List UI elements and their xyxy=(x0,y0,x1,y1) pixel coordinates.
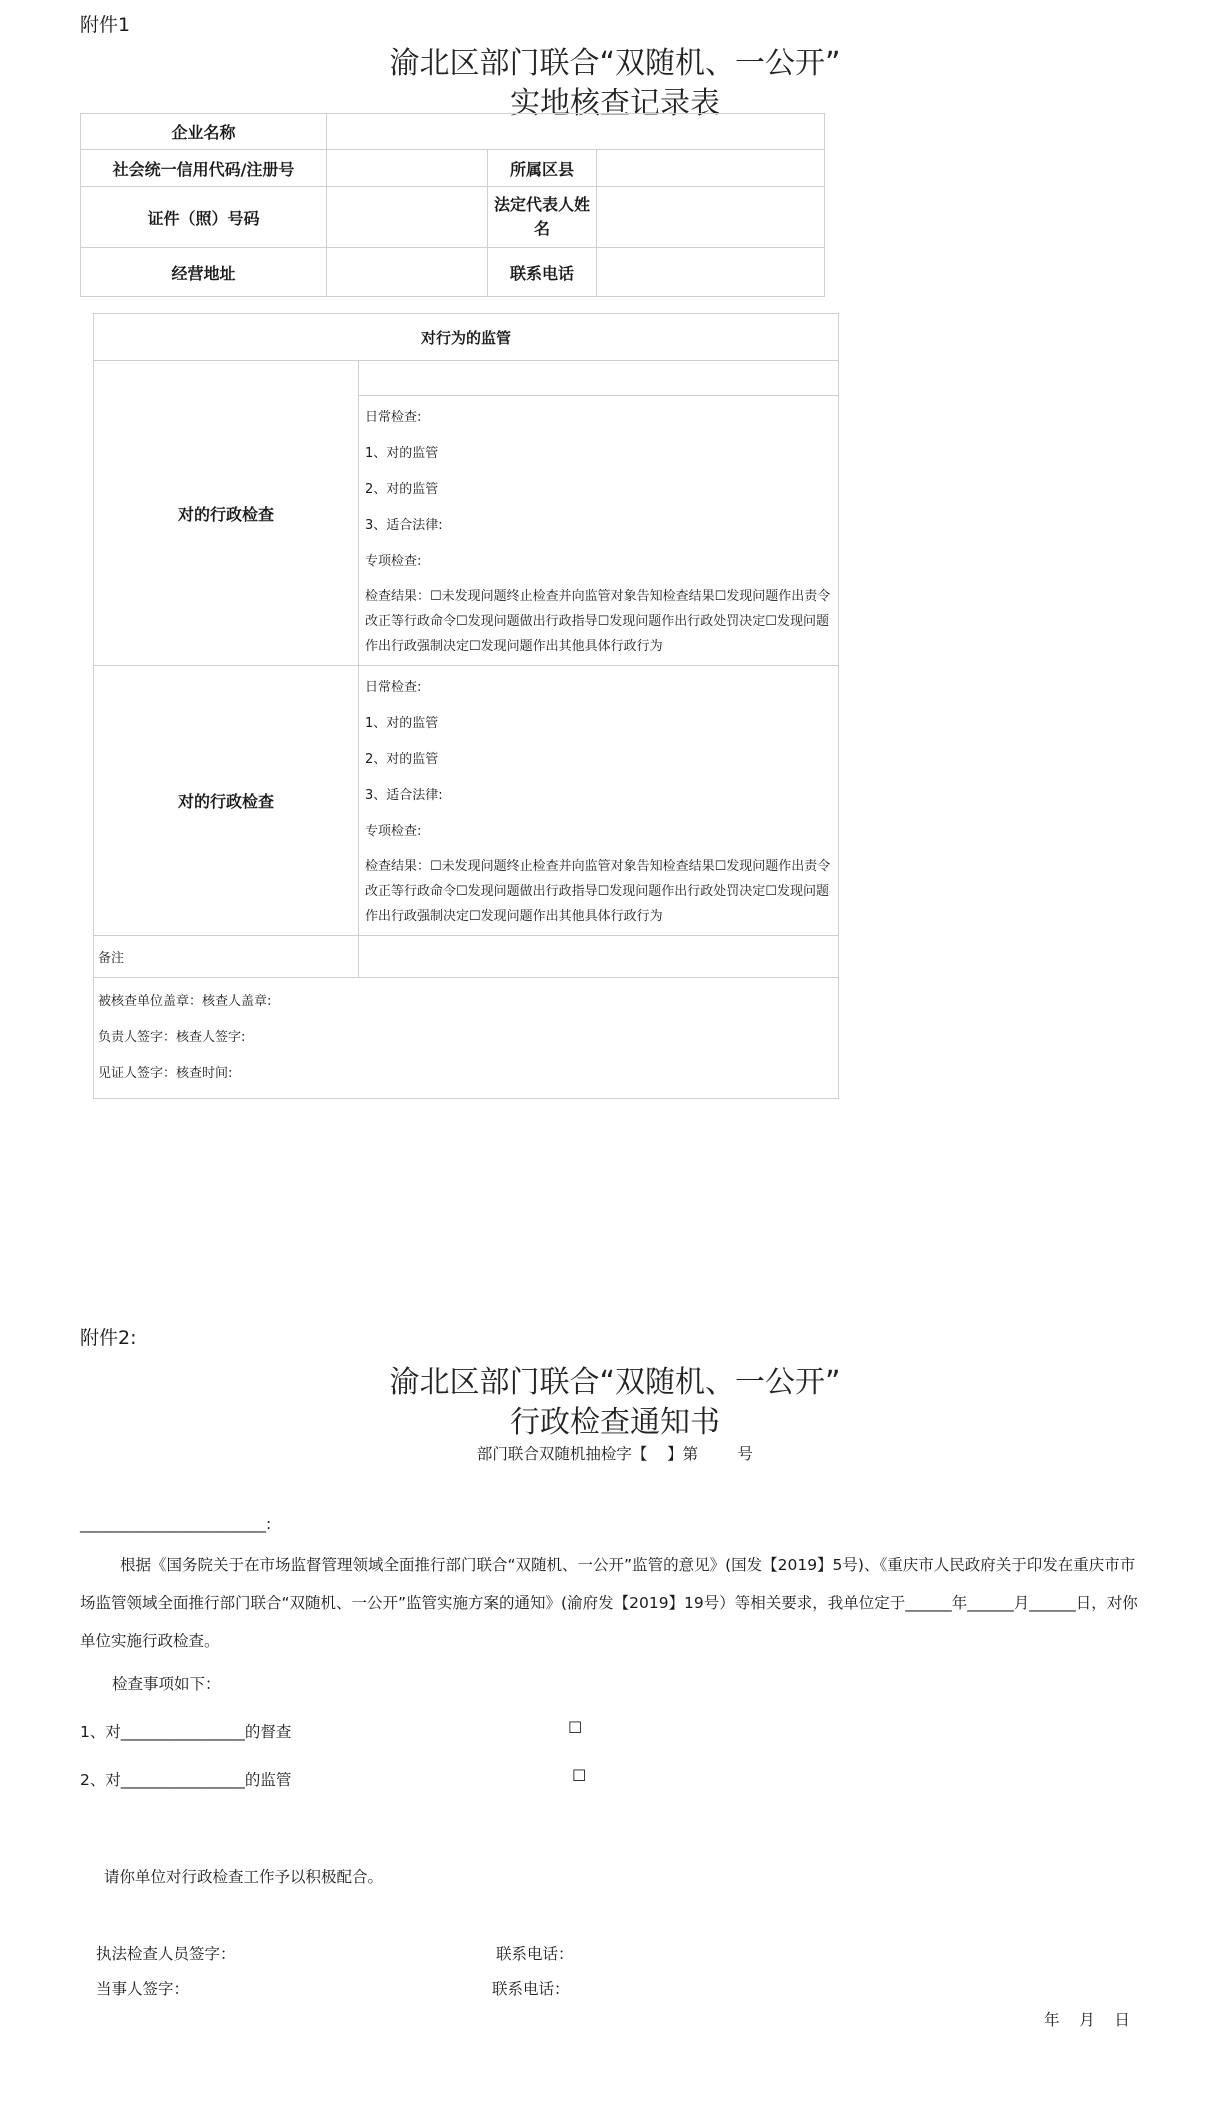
inspection-block-2-label: 对的行政检查 xyxy=(94,666,359,936)
supervision-item-2: 2、对的监管 xyxy=(365,482,439,497)
district-field[interactable] xyxy=(597,150,825,187)
cert-number-field[interactable] xyxy=(327,187,488,248)
applicable-law-line: 3、适合法律: xyxy=(365,518,443,533)
legal-rep-field[interactable] xyxy=(597,187,825,248)
inspection-block-2-content xyxy=(359,666,839,936)
legal-rep-label: 法定代表人姓名 xyxy=(488,187,597,248)
credit-code-label: 社会统一信用代码/注册号 xyxy=(81,150,327,187)
daily-check-line: 日常检查: xyxy=(365,410,422,425)
address-field[interactable] xyxy=(327,248,488,297)
inspection-block-1-label: 对的行政检查 xyxy=(94,361,359,666)
check-items-intro: 检查事项如下： xyxy=(112,1675,221,1693)
inspection-result-options[interactable]: 检查结果：☐未发现问题终止检查并向监管对象告知检查结果☐发现问题作出责令改正等行政命令☐发现问题做出行政指导☐发现问题作出行政处罚决定☐发现问题作出行政强制决定☐发现问题作出其他具体行政行为 xyxy=(365,589,831,654)
district-label: 所属区县 xyxy=(488,150,597,187)
inspection-block-1-blank[interactable] xyxy=(359,361,839,396)
party-phone-label: 联系电话： xyxy=(492,1980,570,1998)
applicable-law-line: 3、适合法律: xyxy=(365,788,443,803)
party-signature-label: 当事人签字： xyxy=(96,1980,190,1998)
company-name-label: 企业名称 xyxy=(81,114,327,150)
supervision-item-1: 1、对的监管 xyxy=(365,716,439,731)
attachment-1-label: 附件1 xyxy=(80,14,131,36)
notice-title-line1: 渝北区部门联合“双随机、一公开” xyxy=(389,1365,841,1400)
addressee-line[interactable]: ________________________: xyxy=(80,1515,272,1533)
record-form-title xyxy=(0,44,1230,124)
notice-body: 根据《国务院关于在市场监督管理领域全面推行部门联合“双随机、一公开”监管的意见》(国发【2019】5号)、《重庆市人民政府关于印发在重庆市市场监管领域全面推行部门联合“双随机、一公开”监管实施方案的通知》(渝府发【2019】19号）等相关要求，我单位定于______年______月______日，对你单位实施行政检查。 xyxy=(80,1556,1138,1650)
signature-section xyxy=(94,978,839,1099)
attachment-2-label: 附件2: xyxy=(80,1327,137,1349)
check-item-1: 1、对________________的督查 xyxy=(80,1723,292,1741)
supervision-table xyxy=(93,313,839,1099)
check-item-2: 2、对________________的监管 xyxy=(80,1771,292,1789)
notice-title-line2: 行政检查通知书 xyxy=(510,1405,720,1440)
record-form-title-line2: 实地核查记录表 xyxy=(510,86,720,121)
address-label: 经营地址 xyxy=(81,248,327,297)
supervision-header: 对行为的监管 xyxy=(94,314,839,361)
daily-check-line: 日常检查: xyxy=(365,680,422,695)
seal-line: 被核查单位盖章：核查人盖章: xyxy=(98,994,272,1009)
inspection-result-options[interactable]: 检查结果：☐未发现问题终止检查并向监管对象告知检查结果☐发现问题作出责令改正等行政命令☐发现问题做出行政指导☐发现问题作出行政处罚决定☐发现问题作出行政强制决定☐发现问题作出其他具体行政行为 xyxy=(365,859,831,924)
inspector-signature-label: 执法检查人员签字： xyxy=(96,1945,236,1963)
special-check-line: 专项检查: xyxy=(365,824,422,839)
check-item-1-checkbox[interactable]: ☐ xyxy=(568,1718,583,1737)
phone-label: 联系电话 xyxy=(488,248,597,297)
special-check-line: 专项检查: xyxy=(365,554,422,569)
notice-title xyxy=(0,1363,1230,1443)
credit-code-field[interactable] xyxy=(327,150,488,187)
supervision-item-2: 2、对的监管 xyxy=(365,752,439,767)
enterprise-info-table xyxy=(80,113,825,297)
supervision-item-1: 1、对的监管 xyxy=(365,446,439,461)
document-number: 部门联合双随机抽检字【 】第 号 xyxy=(476,1445,754,1463)
cert-number-label: 证件（照）号码 xyxy=(81,187,327,248)
signature-line: 负责人签字：核查人签字: xyxy=(98,1030,246,1045)
company-name-field[interactable] xyxy=(327,114,825,150)
remarks-field[interactable] xyxy=(359,936,839,978)
remarks-label: 备注 xyxy=(94,936,359,978)
check-item-2-checkbox[interactable]: ☐ xyxy=(572,1766,587,1785)
record-form-title-line1: 渝北区部门联合“双随机、一公开” xyxy=(389,46,841,81)
witness-line: 见证人签字：核查时间: xyxy=(98,1066,233,1081)
phone-field[interactable] xyxy=(597,248,825,297)
cooperation-request: 请你单位对行政检查工作予以积极配合。 xyxy=(104,1868,384,1886)
inspector-phone-label: 联系电话： xyxy=(496,1945,574,1963)
date-line: 年 月 日 xyxy=(1044,2011,1130,2029)
inspection-block-1-content xyxy=(359,396,839,666)
